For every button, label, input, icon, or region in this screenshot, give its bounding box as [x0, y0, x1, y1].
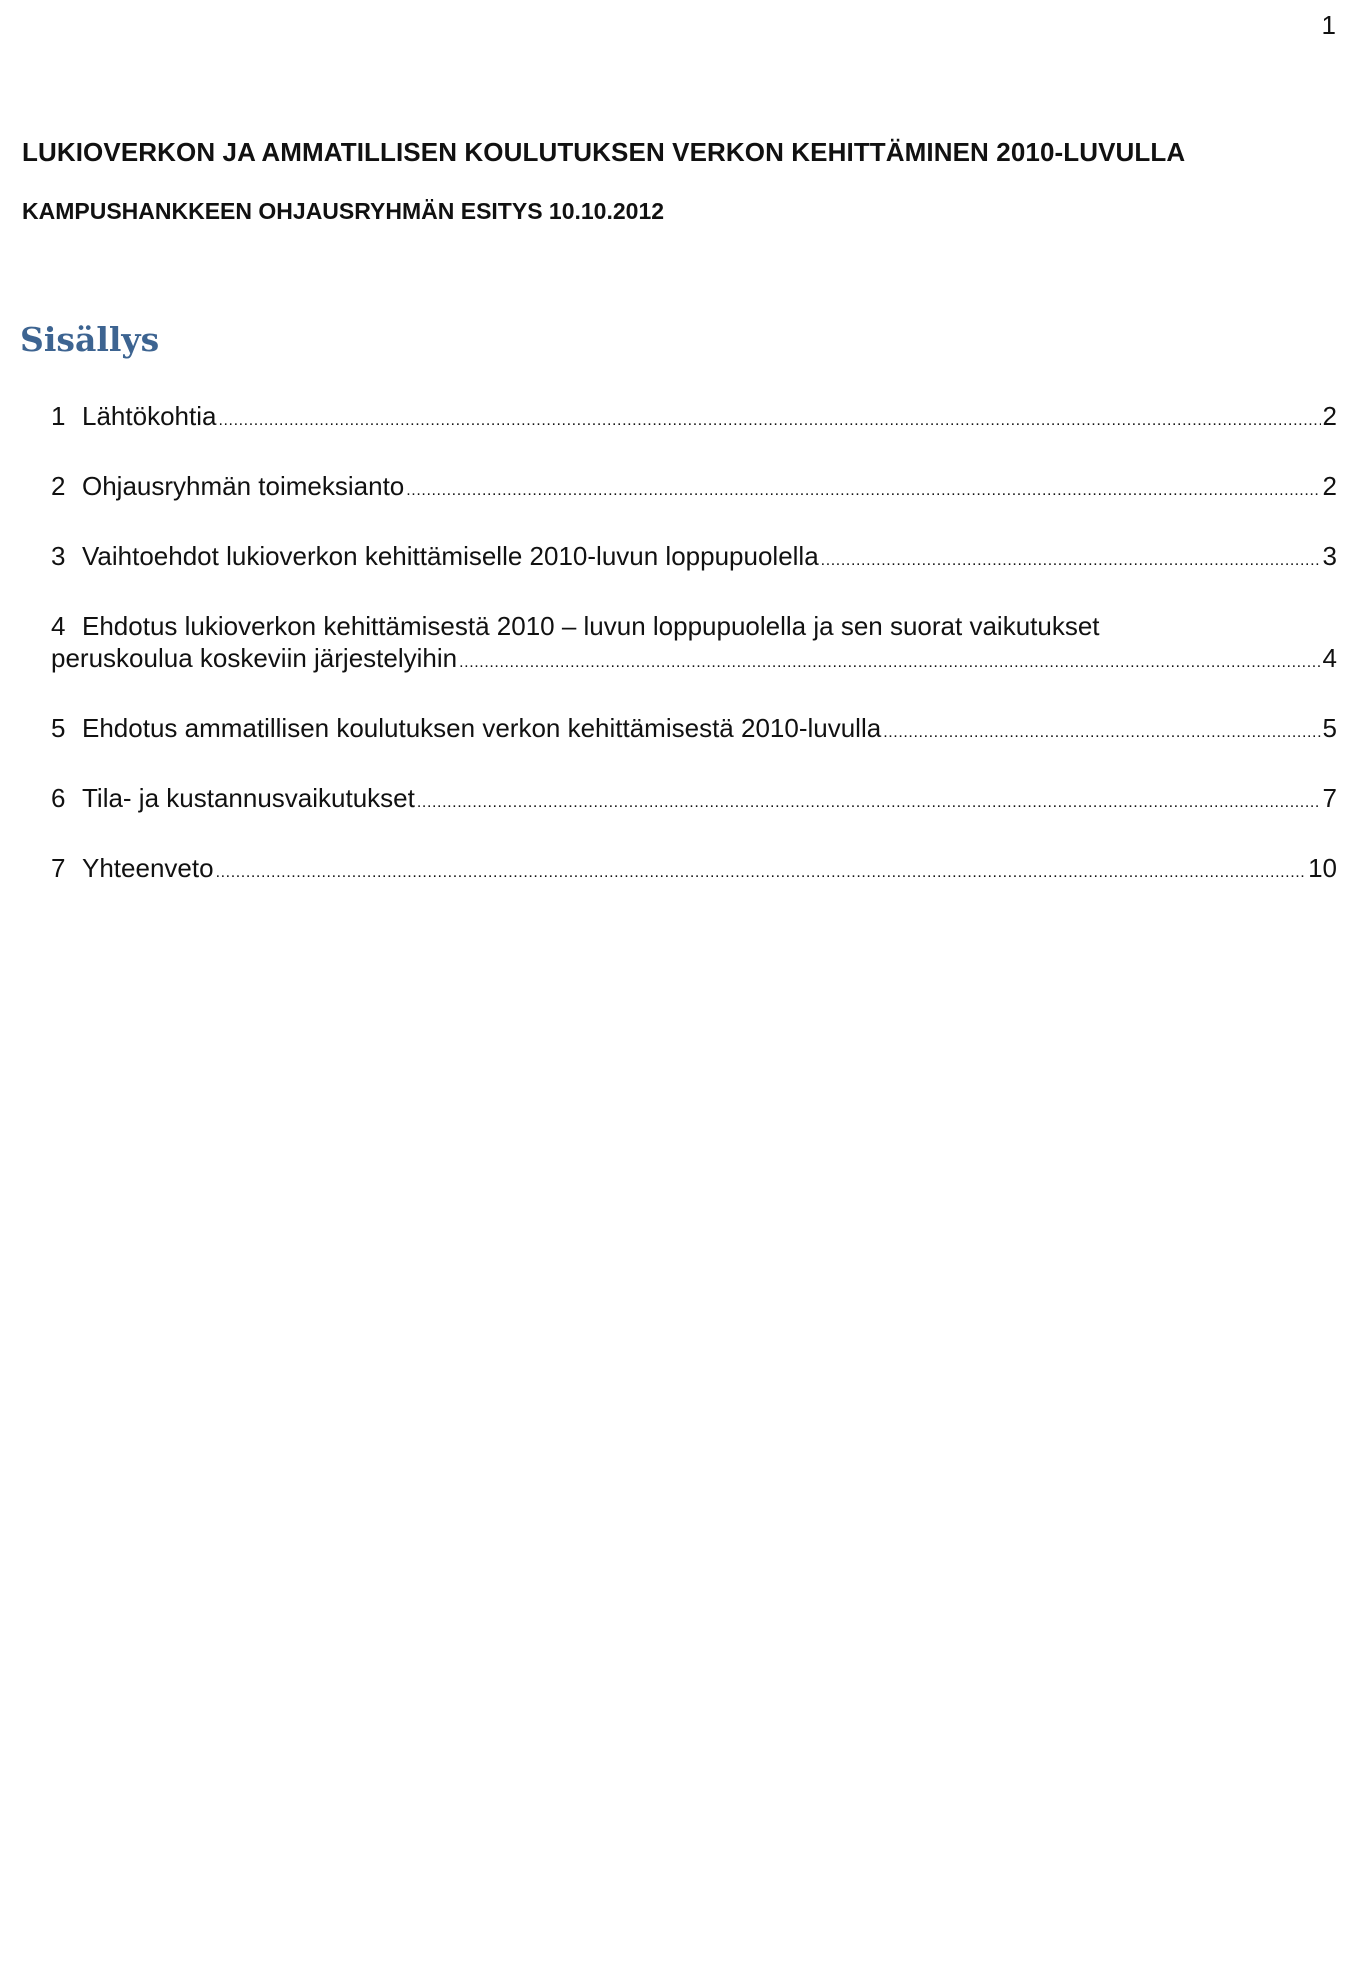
toc-entry-4[interactable]: [51, 610, 1337, 679]
toc-entry-7[interactable]: [51, 852, 1337, 889]
toc-entry-page[interactable]: 10: [1308, 853, 1337, 883]
toc-entry-2[interactable]: [51, 470, 1337, 507]
toc-entry-title[interactable]: Lähtökohtia: [82, 401, 217, 431]
toc-entry-number: 2: [51, 471, 66, 501]
toc-entry-page[interactable]: 5: [1322, 713, 1337, 743]
document-subtitle: KAMPUSHANKKEEN OHJAUSRYHMÄN ESITYS 10.10.2012: [22, 198, 665, 224]
toc-entry-number: 7: [51, 853, 66, 883]
toc-entry-5[interactable]: [51, 712, 1337, 749]
toc-entry-6[interactable]: [51, 782, 1337, 819]
toc-heading: Sisällys: [20, 320, 160, 359]
toc-entry-1[interactable]: [51, 400, 1337, 437]
toc-entry-title-continued[interactable]: peruskoulua koskeviin järjestelyihin: [51, 643, 458, 673]
toc-entry-title[interactable]: Vaihtoehdot lukioverkon kehittämiselle 2010-luvun loppupuolella: [82, 541, 819, 571]
toc-entry-number: 3: [51, 541, 66, 571]
toc-entry-title[interactable]: Ohjausryhmän toimeksianto: [82, 471, 405, 501]
toc-entry-number: 1: [51, 401, 66, 431]
toc-entry-3[interactable]: [51, 540, 1337, 577]
dot-leader: [459, 647, 1320, 679]
toc-entry-title[interactable]: Ehdotus ammatillisen koulutuksen verkon kehittämisestä 2010-luvulla: [82, 713, 882, 743]
toc-entry-title[interactable]: Ehdotus lukioverkon kehittämisestä 2010 – luvun loppupuolella ja sen suorat vaikutukset: [82, 611, 1100, 641]
dot-leader: [883, 717, 1320, 749]
toc-entry-title[interactable]: Tila- ja kustannusvaikutukset: [82, 783, 415, 813]
toc-entry-title[interactable]: Yhteenveto: [82, 853, 214, 883]
document-title: LUKIOVERKON JA AMMATILLISEN KOULUTUKSEN VERKON KEHITTÄMINEN 2010-LUVULLA: [22, 137, 1186, 167]
toc-entry-number: 6: [51, 783, 66, 813]
table-of-contents: [51, 400, 1337, 922]
toc-entry-page[interactable]: 2: [1322, 401, 1337, 431]
toc-entry-page[interactable]: 2: [1322, 471, 1337, 501]
dot-leader: [218, 405, 1320, 437]
toc-entry-number: 5: [51, 713, 66, 743]
page-number: 1: [1321, 10, 1336, 40]
dot-leader: [821, 545, 1321, 577]
dot-leader: [216, 857, 1307, 889]
dot-leader: [417, 787, 1321, 819]
toc-entry-page[interactable]: 4: [1322, 643, 1337, 673]
dot-leader: [406, 475, 1320, 507]
toc-entry-number: 4: [51, 611, 66, 641]
toc-entry-page[interactable]: 3: [1322, 541, 1337, 571]
toc-entry-page[interactable]: 7: [1322, 783, 1337, 813]
